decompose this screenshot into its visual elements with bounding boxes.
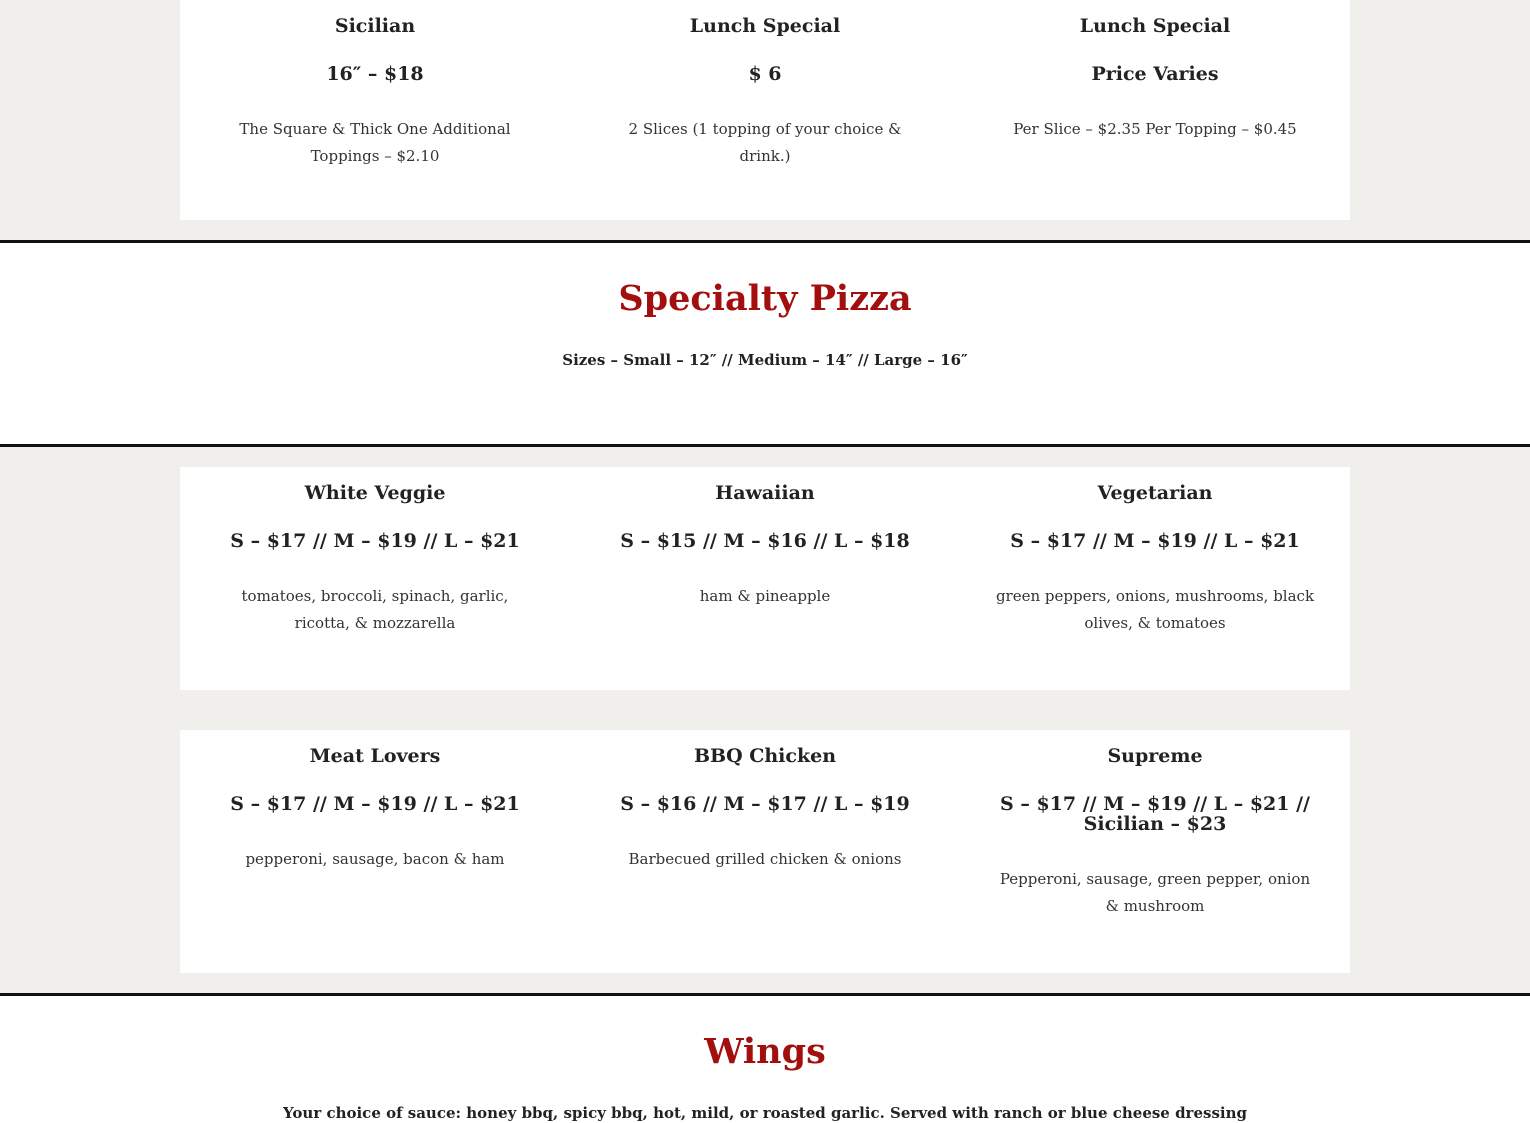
item-description: ham & pineapple (699, 587, 831, 605)
item-price: S – $17 // M – $19 // L – $21 // Sicilian – $23 (1000, 793, 1310, 835)
specialty-pizza-title: Specialty Pizza (618, 278, 912, 319)
menu-item-bbq-chicken (570, 730, 960, 873)
item-price: 16″ – $18 (326, 63, 424, 85)
item-price: S – $17 // M – $19 // L – $21 (230, 793, 520, 815)
item-name: Lunch Special (689, 15, 841, 37)
menu-item-vegetarian (960, 467, 1350, 637)
item-description: Pepperoni, sausage, green pepper, onion & mushroom (999, 870, 1311, 915)
menu-card-specialty-row1 (180, 467, 1350, 690)
menu-item-meat-lovers (180, 730, 570, 873)
item-description: 2 Slices (1 topping of your choice & drink.) (628, 120, 902, 165)
specialty-sizes-note: Sizes – Small – 12″ // Medium – 14″ // Large – 16″ (562, 351, 968, 369)
item-price: S – $17 // M – $19 // L – $21 (1010, 530, 1300, 552)
item-name: BBQ Chicken (693, 745, 837, 767)
menu-card-top (180, 0, 1350, 220)
menu-item-lunch-special (570, 0, 960, 170)
menu-item-lunch-special-slice (960, 0, 1350, 143)
specialty-header-band (0, 243, 1530, 444)
item-description: green peppers, onions, mushrooms, black olives, & tomatoes (995, 587, 1315, 632)
menu-item-sicilian (180, 0, 570, 170)
item-price: Price Varies (1091, 63, 1219, 85)
menu-card-specialty-row2 (180, 730, 1350, 973)
menu-item-hawaiian (570, 467, 960, 610)
section-divider (0, 444, 1530, 447)
item-description: tomatoes, broccoli, spinach, garlic, ricotta, & mozzarella (241, 587, 509, 632)
item-name: Sicilian (334, 15, 416, 37)
item-name: White Veggie (304, 482, 446, 504)
item-name: Hawaiian (715, 482, 815, 504)
item-name: Meat Lovers (309, 745, 441, 767)
item-price: $ 6 (748, 63, 782, 85)
item-price: S – $15 // M – $16 // L – $18 (620, 530, 910, 552)
item-name: Supreme (1107, 745, 1203, 767)
item-description: Per Slice – $2.35 Per Topping – $0.45 (1013, 120, 1297, 138)
menu-item-supreme (960, 730, 1350, 920)
item-name: Lunch Special (1079, 15, 1231, 37)
item-description: pepperoni, sausage, bacon & ham (245, 850, 505, 868)
wings-sauce-note: Your choice of sauce: honey bbq, spicy bbq, hot, mild, or roasted garlic. Served with ranch or blue cheese dressing (283, 1104, 1247, 1122)
wings-title: Wings (704, 1031, 826, 1072)
item-name: Vegetarian (1097, 482, 1213, 504)
item-description: Barbecued grilled chicken & onions (628, 850, 902, 868)
item-description: The Square & Thick One Additional Toppings – $2.10 (239, 120, 511, 165)
item-price: S – $16 // M – $17 // L – $19 (620, 793, 910, 815)
menu-item-white-veggie (180, 467, 570, 637)
item-price: S – $17 // M – $19 // L – $21 (230, 530, 520, 552)
